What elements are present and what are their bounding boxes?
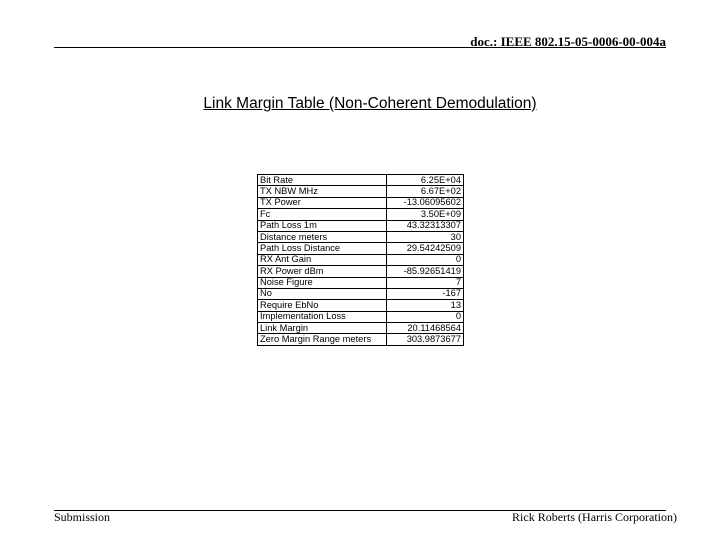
value-cell: 6.67E+02 bbox=[387, 186, 464, 197]
table-row bbox=[258, 175, 464, 186]
table-row bbox=[258, 197, 464, 208]
parameter-cell: Zero Margin Range meters bbox=[258, 334, 387, 345]
parameter-cell: TX Power bbox=[258, 197, 387, 208]
parameter-cell: Noise Figure bbox=[258, 277, 387, 288]
parameter-cell: RX Ant Gain bbox=[258, 254, 387, 265]
value-cell: 0 bbox=[387, 311, 464, 322]
footer-author: Rick Roberts (Harris Corporation) bbox=[512, 510, 677, 524]
parameter-cell: No bbox=[258, 288, 387, 299]
value-cell: 29.54242509 bbox=[387, 243, 464, 254]
value-cell: 30 bbox=[387, 231, 464, 242]
parameter-cell: Distance meters bbox=[258, 231, 387, 242]
value-cell: -85.92651419 bbox=[387, 266, 464, 277]
document-id: doc.: IEEE 802.15-05-0006-00-004a bbox=[470, 34, 666, 49]
parameter-cell: Implementation Loss bbox=[258, 311, 387, 322]
table-row bbox=[258, 334, 464, 345]
value-cell: 3.50E+09 bbox=[387, 209, 464, 220]
table-row bbox=[258, 209, 464, 220]
table-row bbox=[258, 220, 464, 231]
header-divider bbox=[54, 47, 666, 48]
table-row bbox=[258, 266, 464, 277]
value-cell: 303.9873677 bbox=[387, 334, 464, 345]
value-cell: 20.11468564 bbox=[387, 323, 464, 334]
link-margin-table-container bbox=[257, 174, 464, 346]
parameter-cell: TX NBW MHz bbox=[258, 186, 387, 197]
parameter-cell: Fc bbox=[258, 209, 387, 220]
value-cell: 6.25E+04 bbox=[387, 175, 464, 186]
value-cell: -13.06095602 bbox=[387, 197, 464, 208]
table-row bbox=[258, 277, 464, 288]
link-margin-table bbox=[257, 174, 464, 346]
table-row bbox=[258, 323, 464, 334]
table-row bbox=[258, 311, 464, 322]
value-cell: 43.32313307 bbox=[387, 220, 464, 231]
table-row bbox=[258, 288, 464, 299]
value-cell: 0 bbox=[387, 254, 464, 265]
parameter-cell: Require EbNo bbox=[258, 300, 387, 311]
table-row bbox=[258, 300, 464, 311]
table-row bbox=[258, 186, 464, 197]
parameter-cell: RX Power dBm bbox=[258, 266, 387, 277]
parameter-cell: Bit Rate bbox=[258, 175, 387, 186]
parameter-cell: Link Margin bbox=[258, 323, 387, 334]
value-cell: -167 bbox=[387, 288, 464, 299]
slide-title: Link Margin Table (Non-Coherent Demodulation) bbox=[203, 95, 537, 112]
value-cell: 7 bbox=[387, 277, 464, 288]
parameter-cell: Path Loss 1m bbox=[258, 220, 387, 231]
table-row bbox=[258, 243, 464, 254]
footer-submission-label: Submission bbox=[54, 510, 111, 524]
table-row bbox=[258, 231, 464, 242]
table-row bbox=[258, 254, 464, 265]
parameter-cell: Path Loss Distance bbox=[258, 243, 387, 254]
value-cell: 13 bbox=[387, 300, 464, 311]
